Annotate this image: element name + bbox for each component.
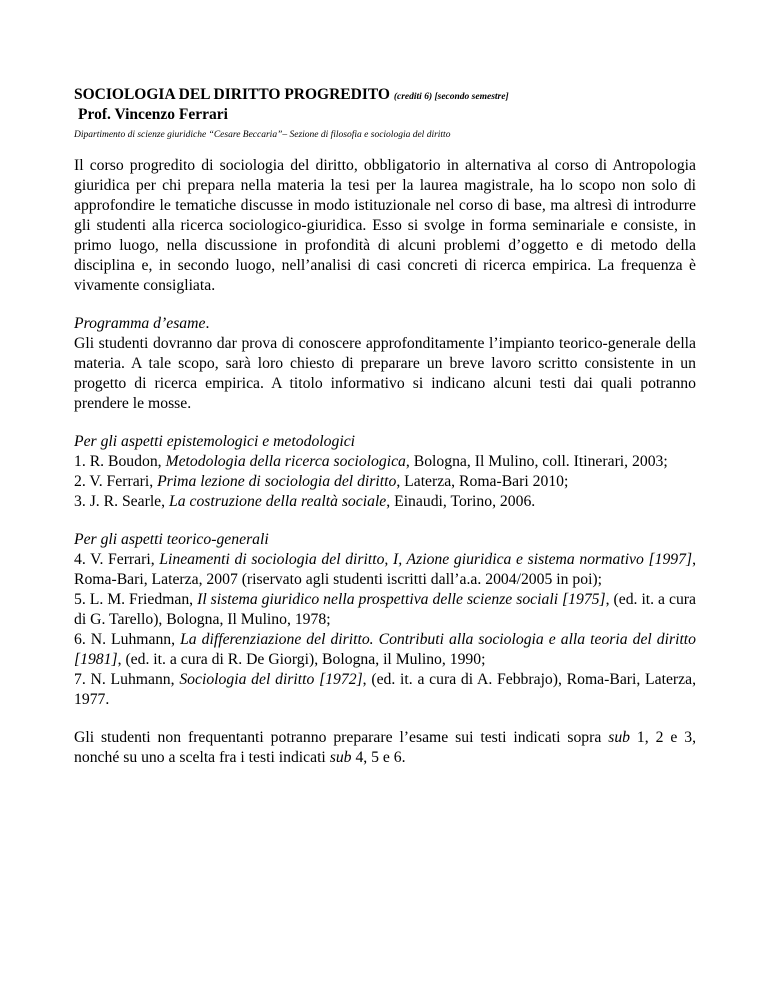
reference-item (74, 670, 696, 710)
reference-details: , Laterza, Roma-Bari 2010; (396, 473, 569, 490)
reference-author: 6. N. Luhmann, (74, 631, 181, 648)
closing-text: Gli studenti non frequentanti potranno preparare l’esame sui testi indicati sopra (74, 729, 609, 746)
theoretical-section (74, 530, 696, 710)
course-description: Il corso progredito di sociologia del diritto, obbligatorio in alternativa al corso di Antropologia giuridica per chi prepara nella materia la tesi per la laurea magistrale, ha lo scopo non solo di approfondire le tematiche discusse in modo istituzionale nel corso di base, ma altresì di introdurre gli studenti alla ricerca sociologico-giuridica. Esso si svolge in forma seminariale e consiste, in primo luogo, nella discussione in profondità di alcuni problemi d’oggetto e di metodo della disciplina e, in secondo luogo, nell’analisi di casi concreti di ricerca empirica. La frequenza è vivamente consigliata. (74, 157, 696, 294)
reference-item (74, 492, 696, 512)
reference-details: , (ed. it. a cura di A. Febbrajo), Roma-Bari, Laterza, 1977. (74, 671, 696, 708)
reference-title: Metodologia della ricerca sociologica (165, 453, 406, 470)
reference-title: La costruzione della realtà sociale (168, 493, 387, 510)
course-meta: (crediti 6) [secondo semestre] (393, 92, 509, 102)
epistemological-list (74, 452, 696, 512)
reference-item (74, 472, 696, 492)
exam-heading: Programma d’esame (74, 315, 206, 332)
reference-author: 7. N. Luhmann, (74, 671, 180, 688)
reference-details: , (ed. it. a cura di R. De Giorgi), Bologna, il Mulino, 1990; (117, 651, 486, 668)
reference-item (74, 452, 696, 472)
department-line: Dipartimento di scienze giuridiche “Cesare Beccaria”– Sezione di filosofia e sociologia del diritto (74, 130, 451, 140)
reference-title: La differenziazione del diritto. Contributi alla sociologia e alla teoria del diritto [1981] (74, 631, 697, 668)
course-title-line (74, 86, 696, 106)
reference-details: , Bologna, Il Mulino, coll. Itinerari, 2003; (405, 453, 668, 470)
closing-sub: sub (608, 729, 631, 746)
reference-title: Prima lezione di sociologia del diritto (157, 473, 397, 490)
reference-details: , Roma-Bari, Laterza, 2007 (riservato agli studenti iscritti dall’a.a. 2004/2005 in poi); (74, 551, 697, 588)
reference-details: , Einaudi, Torino, 2006. (386, 493, 536, 510)
closing-sub: sub (329, 749, 352, 766)
theoretical-heading: Per gli aspetti teorico-generali (74, 531, 269, 548)
closing-text: 4, 5 e 6. (351, 749, 406, 766)
exam-section (74, 314, 696, 414)
closing-section (74, 728, 696, 768)
reference-author: 1. R. Boudon, (74, 453, 166, 470)
exam-heading-period: . (205, 315, 210, 332)
exam-heading-line (74, 314, 696, 334)
reference-title: Lineamenti di sociologia del diritto, I, Azione giuridica e sistema normativo [1997] (159, 551, 693, 568)
professor-name: Prof. Vincenzo Ferrari (78, 106, 228, 123)
reference-title: Il sistema giuridico nella prospettiva delle scienze sociali [1975] (197, 591, 606, 608)
exam-text: Gli studenti dovranno dar prova di conoscere approfonditamente l’impianto teorico-generale della materia. A tale scopo, sarà loro chiesto di preparare un breve lavoro scritto consistente in un progetto di ricerca empirica. A titolo informativo si indicano alcuni testi dai quali potranno prendere le mosse. (74, 335, 696, 412)
closing-text: 1, 2 e 3, nonché su uno a scelta fra i testi indicati (74, 729, 696, 766)
reference-item (74, 590, 696, 630)
reference-title: Sociologia del diritto [1972] (179, 671, 363, 688)
reference-author: 2. V. Ferrari, (74, 473, 158, 490)
reference-item (74, 550, 696, 590)
epistemological-heading: Per gli aspetti epistemologici e metodologici (74, 433, 356, 450)
reference-author: 4. V. Ferrari, (74, 551, 160, 568)
reference-author: 3. J. R. Searle, (74, 493, 169, 510)
epistemological-section (74, 432, 696, 512)
reference-author: 5. L. M. Friedman, (74, 591, 198, 608)
theoretical-list (74, 550, 696, 710)
document-page (74, 86, 696, 768)
course-title: SOCIOLOGIA DEL DIRITTO PROGREDITO (74, 86, 390, 103)
closing-note (74, 728, 696, 768)
reference-details: , (ed. it. a cura di G. Tarello), Bologna, Il Mulino, 1978; (74, 591, 696, 628)
reference-item (74, 630, 696, 670)
